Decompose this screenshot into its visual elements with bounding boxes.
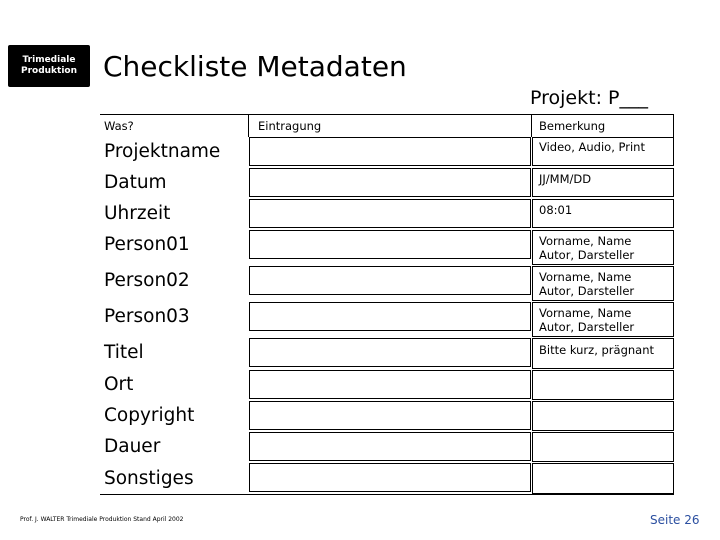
row-label: Datum: [104, 172, 167, 193]
row-note-line: Video, Audio, Print: [539, 140, 645, 154]
row-note-line: Vorname, Name: [539, 306, 632, 320]
column-divider: [531, 114, 532, 137]
row-label: Dauer: [104, 436, 161, 457]
entry-field-titel[interactable]: [249, 338, 531, 367]
logo: [8, 45, 90, 87]
column-divider: [248, 114, 249, 137]
row-note: [539, 270, 634, 298]
table-top-rule: [100, 114, 674, 115]
note-box-ort: [532, 370, 674, 400]
row-note-line: 08:01: [539, 203, 573, 217]
row-label: Person02: [104, 270, 190, 291]
row-label: Titel: [104, 342, 144, 363]
row-note-line: JJ/MM/DD: [539, 172, 592, 186]
row-label: Projektname: [104, 141, 221, 162]
entry-field-person03[interactable]: [249, 302, 531, 331]
entry-field-uhrzeit[interactable]: [249, 199, 531, 228]
row-note: [539, 343, 654, 357]
row-label: Person03: [104, 306, 190, 327]
row-note: [539, 172, 591, 186]
entry-field-projektname[interactable]: [249, 137, 531, 166]
header-what: Was?: [104, 119, 134, 133]
entry-field-person01[interactable]: [249, 230, 531, 259]
row-note: [539, 203, 572, 217]
page-number: Seite 26: [650, 513, 700, 527]
column-divider: [673, 114, 674, 137]
project-label: Projekt: P___: [530, 87, 648, 109]
entry-field-person02[interactable]: [249, 266, 531, 295]
row-note-line: Vorname, Name: [539, 234, 632, 248]
header-note: Bemerkung: [539, 119, 606, 133]
row-label: Uhrzeit: [104, 203, 171, 224]
row-label: Sonstiges: [104, 468, 194, 489]
note-box-dauer: [532, 432, 674, 462]
entry-field-sonstiges[interactable]: [249, 463, 531, 492]
row-label: Ort: [104, 374, 134, 395]
row-label: Person01: [104, 234, 190, 255]
entry-field-dauer[interactable]: [249, 432, 531, 461]
note-box-copyright: [532, 401, 674, 431]
entry-field-ort[interactable]: [249, 370, 531, 399]
row-note: [539, 306, 634, 334]
entry-field-datum[interactable]: [249, 168, 531, 197]
footer-credit: Prof. J. WALTER Trimediale Produktion Stand April 2002: [20, 516, 184, 523]
row-note: [539, 234, 634, 262]
note-box-sonstiges: [532, 463, 674, 494]
header-entry: Eintragung: [258, 119, 322, 133]
row-note-line: Bitte kurz, prägnant: [539, 343, 655, 357]
row-note-line: Vorname, Name: [539, 270, 632, 284]
row-note: [539, 140, 645, 154]
row-note-line: Autor, Darsteller: [539, 284, 635, 298]
entry-field-copyright[interactable]: [249, 401, 531, 430]
table-bottom-rule: [100, 494, 674, 495]
logo-line-2: Produktion: [20, 66, 78, 76]
row-note-line: Autor, Darsteller: [539, 248, 635, 262]
page-title: Checkliste Metadaten: [103, 50, 407, 83]
logo-line-1: Trimediale: [22, 55, 76, 65]
row-note-line: Autor, Darsteller: [539, 320, 635, 334]
row-label: Copyright: [104, 405, 195, 426]
